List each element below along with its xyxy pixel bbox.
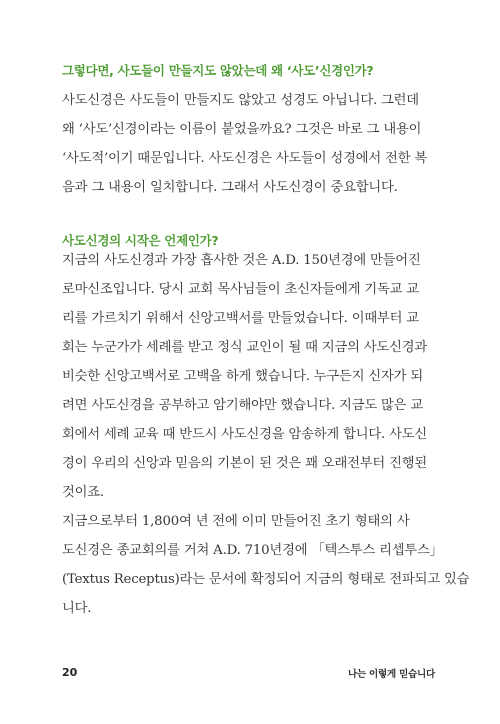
- body-line: 지금의 사도신경과 가장 흡사한 것은 A.D. 150년경에 만들어진: [62, 253, 421, 268]
- body-line: 경이 우리의 신앙과 믿음의 기본이 된 것은 꽤 오래전부터 진행된: [62, 456, 428, 471]
- body-line: 회에서 세례 교육 때 반드시 사도신경을 암송하게 합니다. 사도신: [62, 427, 428, 442]
- body-line: 회는 누군가가 세례를 받고 정식 교인이 될 때 지금의 사도신경과: [62, 340, 428, 355]
- running-footer-title: 나는 이렇게 믿습니다: [347, 669, 435, 680]
- paragraph-origin-1: [62, 246, 432, 507]
- body-line: 니다.: [62, 601, 92, 616]
- body-line: (Textus Receptus)라는 문서에 확정되어 지금의 형태로 전파되고 있습: [62, 572, 470, 587]
- body-line: 리를 가르치기 위해서 신앙고백서를 만들었습니다. 이때부터 교: [62, 311, 419, 326]
- body-line: 것이죠.: [62, 485, 104, 500]
- section-heading-why-apostles: 그렇다면, 사도들이 만들지도 않았는데 왜 ‘사도’신경인가?: [62, 63, 374, 78]
- page-number: 20: [62, 666, 78, 679]
- paragraph-why-apostles: [62, 86, 432, 202]
- body-line: 왜 ‘사도’신경이라는 이름이 붙었을까요? 그것은 바로 그 내용이: [62, 122, 422, 137]
- body-line: 지금으로부터 1,800여 년 전에 이미 만들어진 초기 형태의 사: [62, 514, 410, 529]
- paragraph-origin-2: [62, 507, 470, 623]
- body-line: 도신경은 종교회의를 거쳐 A.D. 710년경에 「텍스투스 리셉투스」: [62, 543, 443, 558]
- section-heading-origin: 사도신경의 시작은 언제인가?: [62, 233, 219, 248]
- body-line: 려면 사도신경을 공부하고 암기해야만 했습니다. 지금도 많은 교: [62, 398, 423, 413]
- body-line: 사도신경은 사도들이 만들지도 않았고 성경도 아닙니다. 그런데: [62, 93, 419, 108]
- body-line: 비슷한 신앙고백서로 고백을 하게 했습니다. 누구든지 신자가 되: [62, 369, 423, 384]
- body-line: 음과 그 내용이 일치합니다. 그래서 사도신경이 중요합니다.: [62, 180, 398, 195]
- body-line: ‘사도적’이기 때문입니다. 사도신경은 사도들이 성경에서 전한 복: [62, 151, 428, 166]
- body-line: 로마신조입니다. 당시 교회 목사님들이 초신자들에게 기독교 교: [62, 282, 419, 297]
